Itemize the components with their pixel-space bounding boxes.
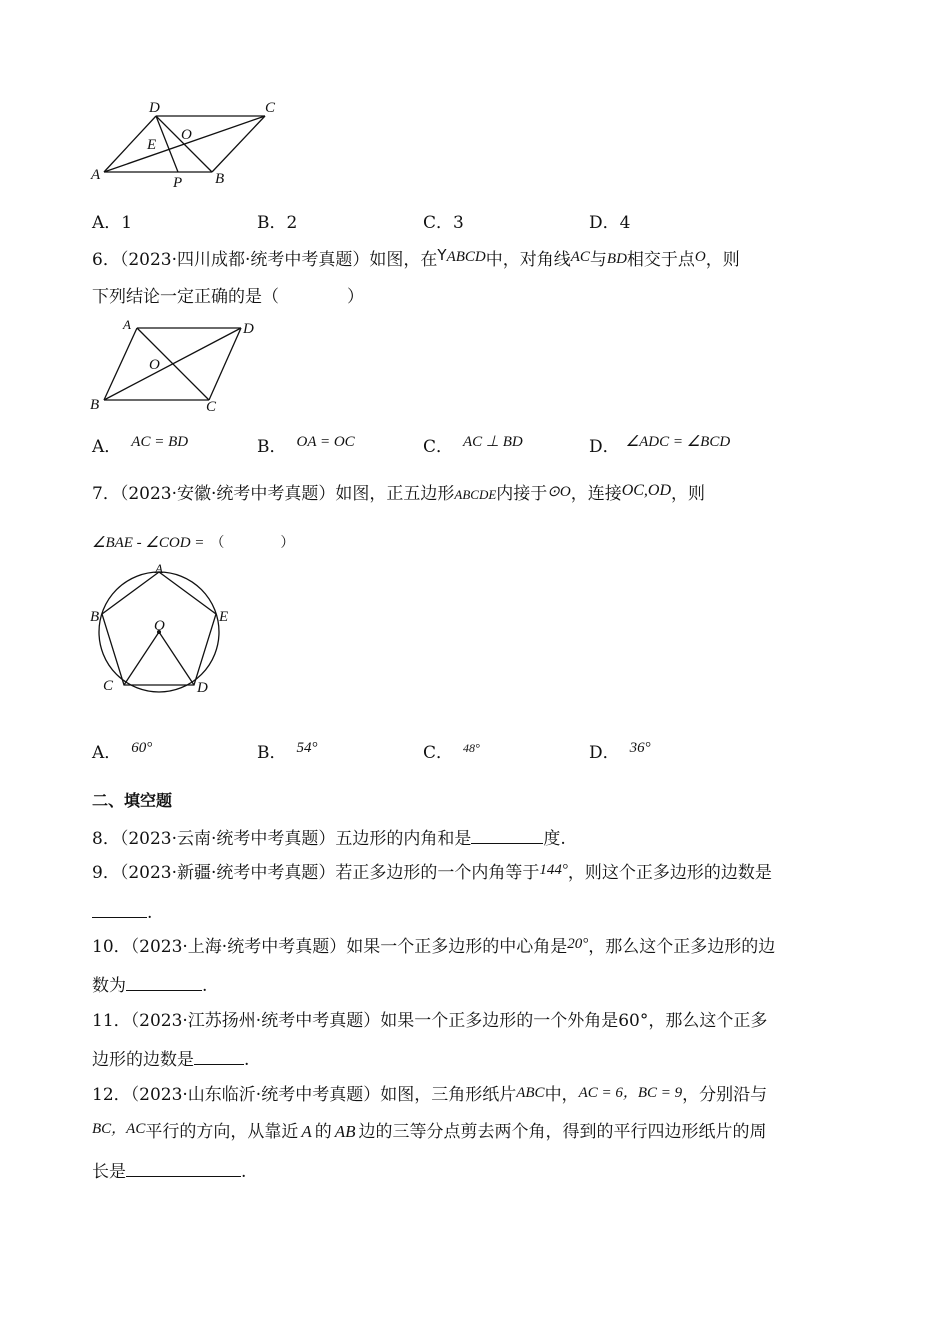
fig5-label-C: C <box>265 100 276 116</box>
q10-line2: 数为 . <box>92 972 207 998</box>
q6-option-a: A． AC = BD <box>92 434 189 457</box>
q7-line2: ∠BAE - ∠COD = （ ） <box>92 535 295 551</box>
fig6-label-O: O <box>149 357 160 373</box>
q8-line: 8．（2023·云南·统考中考真题）五边形的内角和是 度. <box>92 825 566 851</box>
q12-line3: 长是 . <box>92 1158 246 1184</box>
q7-option-a: A． 60° <box>92 740 153 763</box>
fig7-label-C: C <box>103 678 114 694</box>
q6-option-c: C． AC ⊥ BD <box>423 434 523 457</box>
fig5-label-D: D <box>149 100 160 116</box>
fig6-label-C: C <box>206 399 217 415</box>
q11-blank[interactable] <box>194 1046 244 1065</box>
q11-line1: 11．（2023·江苏扬州·统考中考真题）如果一个正多边形的一个外角是60°，那么这个正多 <box>92 1011 768 1031</box>
q10-blank[interactable] <box>126 972 202 991</box>
q9-line1: 9．（2023·新疆·统考中考真题）若正多边形的一个内角等于144°，则这个正多边形的边数是 <box>92 862 772 883</box>
fig5-label-A: A <box>91 167 101 183</box>
q5-option-a: A．1 <box>92 213 133 233</box>
fig7-label-D: D <box>197 680 208 696</box>
fig6-label-D: D <box>243 321 254 337</box>
q6-line1: 6．（2023·四川成都·统考中考真题）如图，在YABCD中，对角线AC与BD相交于点O，则 <box>92 246 740 270</box>
q6-figure <box>85 314 265 419</box>
q7-option-d: D． 36° <box>589 740 651 763</box>
fig6-label-A: A <box>123 317 131 332</box>
q12-line1: 12．（2023·山东临沂·统考中考真题）如图，三角形纸片ABC中，AC = 6，BC = 9，分别沿与 <box>92 1085 768 1105</box>
q5-option-d: D．4 <box>589 213 631 233</box>
q5-option-c: C．3 <box>423 213 464 233</box>
fig7-label-E: E <box>219 609 229 625</box>
q5-figure <box>85 92 285 202</box>
fig5-label-P: P <box>173 175 183 191</box>
fig7-label-B: B <box>90 609 100 625</box>
q5-option-b: B．2 <box>257 213 298 233</box>
q12-line2: BC，AC平行的方向，从靠近 A 的 AB 边的三等分点剪去两个角，得到的平行四边形纸片的周 <box>92 1121 767 1142</box>
q7-line1: 7．（2023·安徽·统考中考真题）如图，正五边形ABCDE内接于⊙O，连接OC,OD，则 <box>92 482 706 504</box>
fig5-label-E: E <box>147 137 157 153</box>
q7-option-c: C． $^{48^\circ}$ <box>423 741 480 763</box>
fig7-label-A: A <box>155 561 163 576</box>
q6-line2: 下列结论一定正确的是（ ） <box>92 287 364 307</box>
section-heading: 二、填空题 <box>92 791 173 810</box>
fig5-label-B: B <box>215 171 225 187</box>
q8-blank[interactable] <box>471 825 543 844</box>
q10-line1: 10．（2023·上海·统考中考真题）如果一个正多边形的中心角是20°，那么这个正多边形的边 <box>92 936 776 957</box>
q9-line2: . <box>92 899 152 925</box>
q6-option-d: D． ∠ADC = ∠BCD <box>589 434 731 457</box>
q7-figure <box>85 560 245 700</box>
q12-blank[interactable] <box>126 1158 241 1177</box>
q11-line2: 边形的边数是 . <box>92 1046 249 1072</box>
fig6-label-B: B <box>90 397 100 413</box>
q7-option-b: B． 54° <box>257 740 318 763</box>
fig5-label-O: O <box>181 127 192 143</box>
q9-blank[interactable] <box>92 899 147 918</box>
q6-option-b: B． OA = OC <box>257 434 355 457</box>
fig7-label-O: O <box>154 618 165 634</box>
